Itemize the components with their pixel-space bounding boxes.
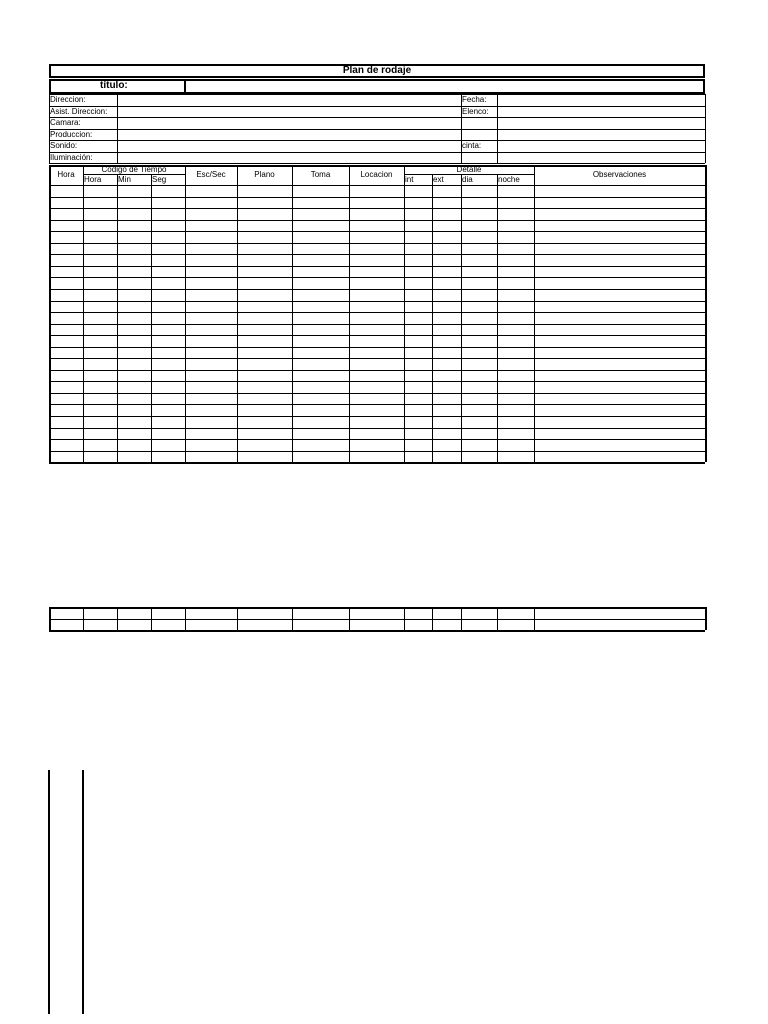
main-table-row[interactable] <box>49 220 705 232</box>
main-table-row[interactable] <box>49 231 705 243</box>
crew-field-input[interactable] <box>119 130 459 140</box>
main-table-row[interactable] <box>49 254 705 266</box>
crew-field-input[interactable] <box>119 141 459 151</box>
main-table-row[interactable] <box>49 197 705 209</box>
header-detalle-int: int <box>405 175 414 184</box>
crew-field-label: Camara: <box>50 118 81 127</box>
header-esc-sec: Esc/Sec <box>196 170 226 179</box>
crew-field-input[interactable] <box>119 107 459 117</box>
main-table-row[interactable] <box>49 301 705 313</box>
crew-field-label: Iluminación: <box>50 152 93 162</box>
header-detalle-ext: ext <box>433 175 444 184</box>
main-table-row[interactable] <box>49 324 705 336</box>
crew-field-input[interactable] <box>119 118 459 128</box>
main-table-row[interactable] <box>49 277 705 289</box>
right-fields-value-divider <box>497 94 498 163</box>
crew-right-border <box>705 94 706 163</box>
main-table-row[interactable] <box>49 185 705 197</box>
main-table-row[interactable] <box>49 381 705 393</box>
second-table-row[interactable] <box>49 619 705 631</box>
main-table-row[interactable] <box>49 208 705 220</box>
main-table-row[interactable] <box>49 404 705 416</box>
main-table-row[interactable] <box>49 289 705 301</box>
crew-row-line <box>49 163 705 164</box>
crew-field-label: Asist. Direccion: <box>50 106 108 116</box>
header-codigo-tiempo: Codigo de Tiempo <box>101 165 167 174</box>
main-table-row[interactable] <box>49 428 705 440</box>
header-plano: Plano <box>254 170 275 179</box>
main-table-row[interactable] <box>49 347 705 359</box>
main-table-row[interactable] <box>49 416 705 428</box>
main-table-row[interactable] <box>49 370 705 382</box>
main-table-row[interactable] <box>49 312 705 324</box>
cinta-label: cinta: <box>462 141 482 150</box>
crew-field-input[interactable] <box>119 95 459 105</box>
page-title: Plan de rodaje <box>342 65 412 76</box>
main-table-row[interactable] <box>49 243 705 255</box>
main-table-col-line <box>705 165 707 462</box>
elenco-label: Elenco: <box>462 106 489 116</box>
bottom-left-border <box>48 770 50 1014</box>
titulo-divider <box>184 79 186 94</box>
header-hora: Hora <box>57 170 75 179</box>
main-table-row[interactable] <box>49 451 705 463</box>
header-codigo-seg: Seg <box>152 175 167 184</box>
crew-field-label: Produccion: <box>50 129 93 139</box>
header-codigo-min: Min <box>118 175 131 184</box>
header-codigo-hora: Hora <box>84 175 102 184</box>
crew-field-input[interactable] <box>119 153 459 163</box>
fecha-input[interactable] <box>499 95 703 105</box>
main-table-row[interactable] <box>49 335 705 347</box>
cinta-input[interactable] <box>499 141 703 151</box>
titulo-input[interactable] <box>187 81 702 92</box>
header-detalle: Detalle <box>456 165 482 174</box>
header-toma: Toma <box>310 170 331 179</box>
main-table-row[interactable] <box>49 393 705 405</box>
header-detalle-noche: noche <box>498 175 520 184</box>
header-locacion: Locacion <box>360 170 393 179</box>
second-table-bottom-line <box>49 630 705 632</box>
header-observaciones: Observaciones <box>592 170 647 179</box>
main-table-bottom-line <box>49 462 705 464</box>
elenco-input[interactable] <box>499 107 703 117</box>
fecha-label: Fecha: <box>462 95 487 104</box>
crew-field-label: Sonido: <box>50 141 78 150</box>
main-table-row[interactable] <box>49 266 705 278</box>
bottom-column-border <box>82 770 84 1014</box>
header-detalle-dia: dia <box>462 175 473 184</box>
crew-field-label: Direccion: <box>50 95 86 104</box>
main-table-row[interactable] <box>49 358 705 370</box>
titulo-label: título: <box>100 80 128 91</box>
main-table-row[interactable] <box>49 439 705 451</box>
second-table-col-line <box>705 607 707 630</box>
second-table-row[interactable] <box>49 607 705 619</box>
